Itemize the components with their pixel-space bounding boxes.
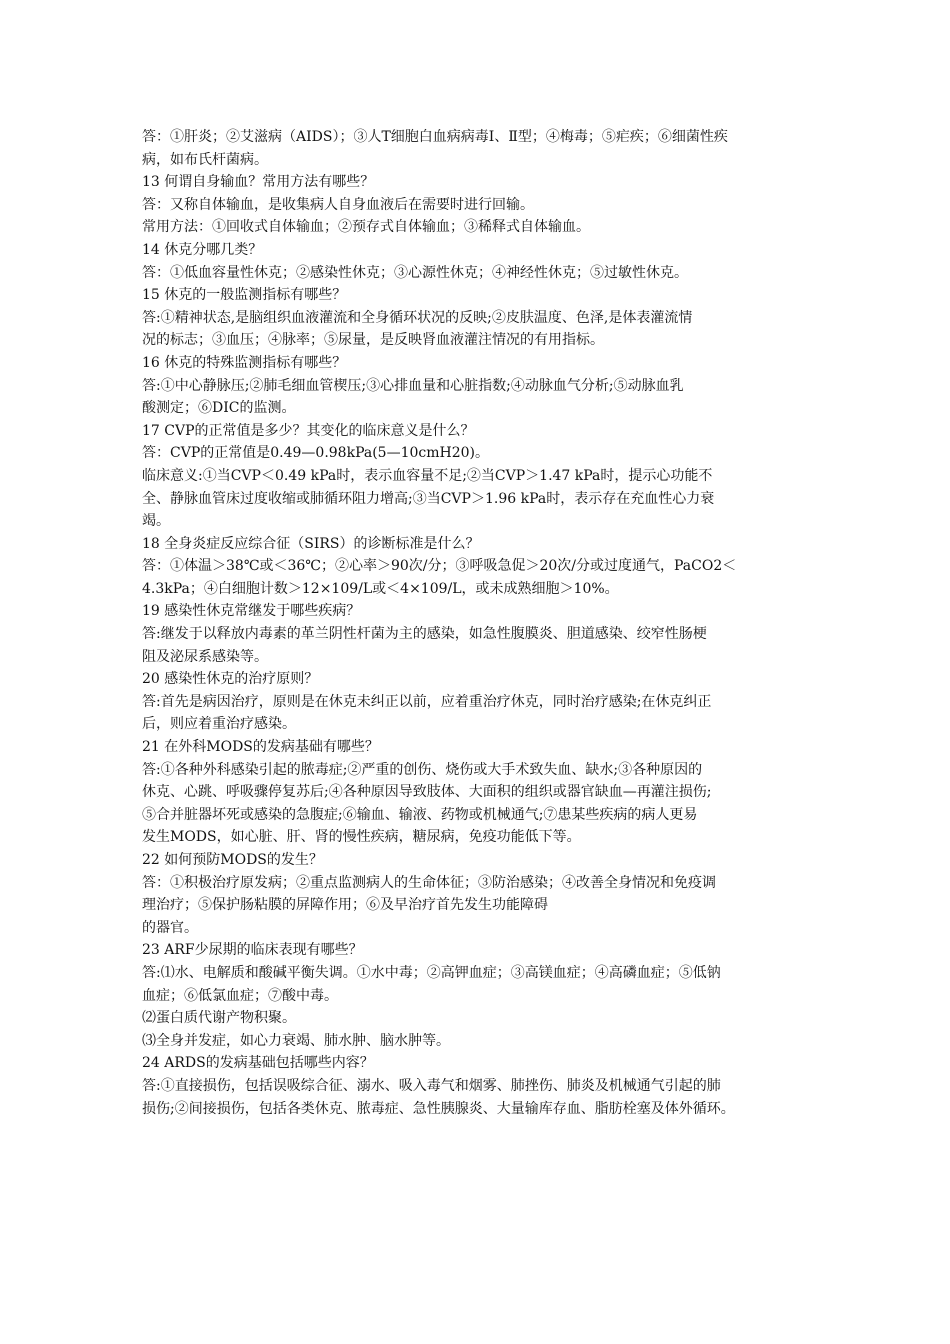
question-heading: 13 何谓自身输血？常用方法有哪些？ [142, 174, 375, 191]
question-heading: 24 ARDS的发病基础包括哪些内容？ [142, 1055, 374, 1072]
text-line: 答:首先是病因治疗，原则是在休克未纠正以前，应着重治疗休克，同时治疗感染;在休克纠正 [142, 693, 712, 710]
text-line: 休克、心跳、呼吸骤停复苏后;④各种原因导致肢体、大面积的组织或器官缺血—再灌注损伤; [142, 784, 712, 801]
text-line: 答：①积极治疗原发病；②重点监测病人的生命体征；③防治感染；④改善全身情况和免疫调 [142, 874, 716, 891]
text-line: 发生MODS，如心脏、肝、肾的慢性疾病，糖尿病，免疫功能低下等。 [142, 829, 581, 846]
question-heading: 23 ARF少尿期的临床表现有哪些？ [142, 942, 363, 959]
text-line: 答:①各种外科感染引起的脓毒症;②严重的创伤、烧伤或大手术致失血、缺水;③各种原因的 [142, 761, 703, 778]
text-line: 病，如布氏杆菌病。 [142, 151, 268, 168]
question-heading: 15 休克的一般监测指标有哪些？ [142, 287, 347, 304]
question-heading: 19 感染性休克常继发于哪些疾病？ [142, 603, 361, 620]
text-line: 临床意义:①当CVP＜0.49 kPa时，表示血容量不足;②当CVP＞1.47 kPa时，提示心功能不 [142, 467, 713, 484]
question-heading: 22 如何预防MODS的发生？ [142, 852, 323, 868]
text-line: 答:继发于以释放内毒素的革兰阴性杆菌为主的感染，如急性腹膜炎、胆道感染、绞窄性肠梗 [142, 626, 707, 643]
text-line: 酸测定；⑥DIC的监测。 [142, 400, 296, 417]
question-heading: 20 感染性休克的治疗原则？ [142, 671, 319, 688]
question-heading: 16 休克的特殊监测指标有哪些？ [142, 354, 347, 371]
text-line: 的器官。 [142, 919, 198, 936]
text-line: 答:①中心静脉压;②肺毛细血管楔压;③心排血量和心脏指数;④动脉血气分析;⑤动脉血乳 [142, 377, 684, 394]
text-line: 血症；⑥低氯血症；⑦酸中毒。 [142, 987, 338, 1004]
text-line: 答:①直接损伤，包括误吸综合征、溺水、吸入毒气和烟雾、肺挫伤、肺炎及机械通气引起的肺 [142, 1077, 721, 1094]
text-line: 答：又称自体输血，是收集病人自身血液后在需要时进行回输。 [142, 196, 534, 213]
question-heading: 17 CVP的正常值是多少？其变化的临床意义是什么？ [142, 422, 475, 439]
text-line: 损伤;②间接损伤，包括各类休克、脓毒症、急性胰腺炎、大量输库存血、脂肪栓塞及体外循环。 [142, 1100, 735, 1117]
question-heading: 18 全身炎症反应综合征（SIRS）的诊断标准是什么？ [142, 535, 480, 552]
text-line: 全、静脉血管床过度收缩或肺循环阻力增高;③当CVP＞1.96 kPa时，表示存在充血性心力衰 [142, 490, 715, 507]
text-line: 答：CVP的正常值是0.49—0.98kPa(5—10cmH20)。 [142, 445, 489, 462]
text-line: 竭。 [142, 513, 170, 530]
text-line: ⑤合并脏器坏死或感染的急腹症;⑥输血、输液、药物或机械通气;⑦患某些疾病的病人更易 [142, 806, 698, 823]
text-line: 阻及泌尿系感染等。 [142, 648, 268, 665]
text-line: 后，则应着重治疗感染。 [142, 716, 296, 733]
text-line: 答:⑴水、电解质和酸碱平衡失调。①水中毒；②高钾血症；③高镁血症；④高磷血症；⑤低钠 [142, 964, 721, 981]
text-line: 答：①肝炎；②艾滋病（AIDS）；③人T细胞白血病病毒Ⅰ、Ⅱ型；④梅毒；⑤疟疾；⑥细菌性疾 [142, 129, 728, 145]
document-page [142, 126, 822, 1120]
text-line: 答:①精神状态,是脑组织血液灌流和全身循环状况的反映;②皮肤温度、色泽,是体表灌流情 [142, 309, 693, 326]
text-line: 4.3kPa；④白细胞计数＞12×109/L或＜4×109/L，或未成熟细胞＞10%。 [142, 580, 619, 597]
text-line: ⑵蛋白质代谢产物积聚。 [142, 1010, 296, 1027]
text-line: 理治疗；⑤保护肠粘膜的屏障作用；⑥及早治疗首先发生功能障碍 [142, 897, 548, 914]
text-line: 常用方法：①回收式自体输血；②预存式自体输血；③稀释式自体输血。 [142, 219, 590, 236]
text-line: 答：①低血容量性休克；②感染性休克；③心源性休克；④神经性休克；⑤过敏性休克。 [142, 264, 688, 281]
question-heading: 14 休克分哪几类？ [142, 241, 263, 258]
text-line: ⑶全身并发症，如心力衰竭、肺水肿、脑水肿等。 [142, 1032, 450, 1049]
text-line: 答：①体温＞38℃或＜36℃；②心率＞90次/分；③呼吸急促＞20次/分或过度通气，PaCO2＜ [142, 558, 737, 575]
text-line: 况的标志；③血压；④脉率；⑤尿量，是反映肾血液灌注情况的有用指标。 [142, 332, 604, 349]
question-heading: 21 在外科MODS的发病基础有哪些？ [142, 739, 379, 756]
